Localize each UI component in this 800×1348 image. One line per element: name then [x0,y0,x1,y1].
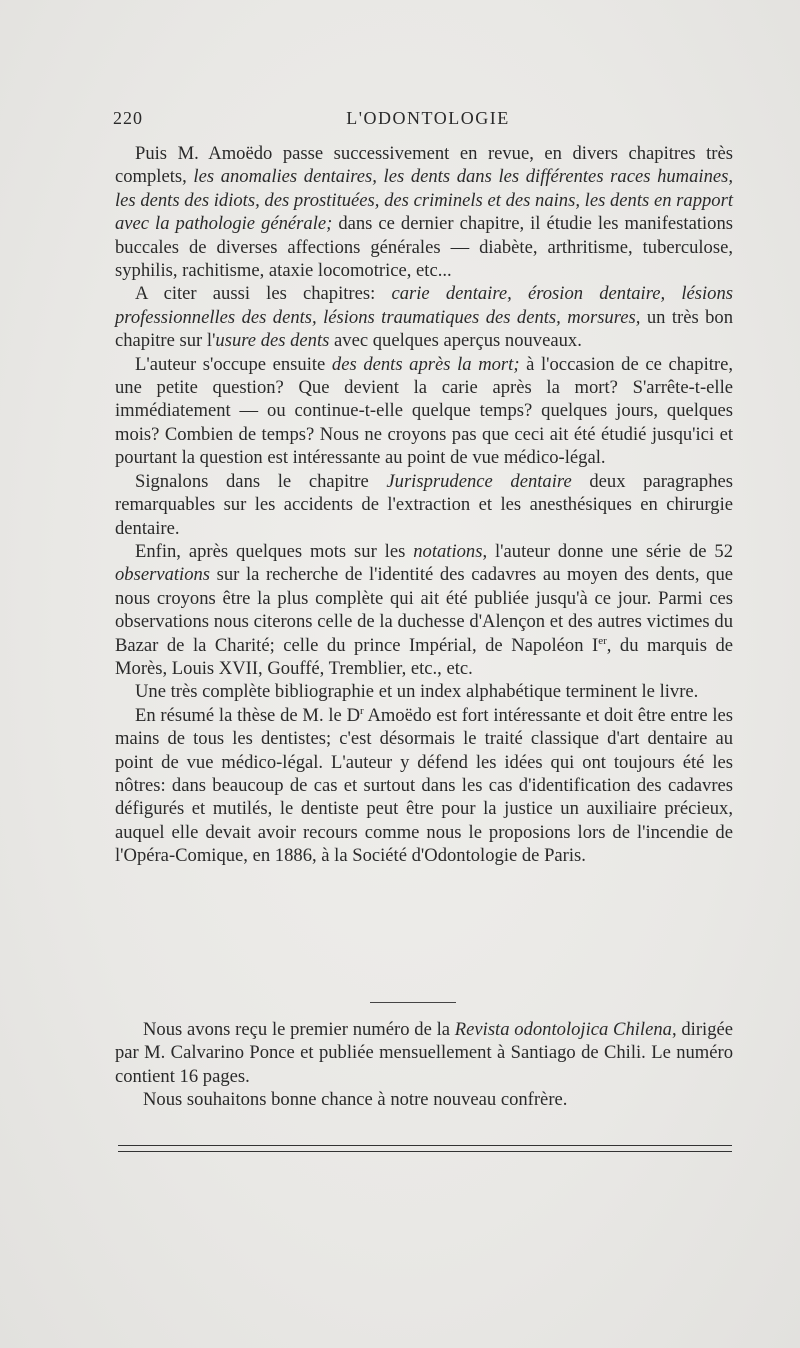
italic-text: usure des dents [215,330,330,352]
text: avec quelques aperçus nouveaux. [329,330,582,352]
italic-text: carie dentaire, érosion dentaire, lésions professionnelles des dents, lésions traumatiques des dents, morsures, [115,283,733,328]
end-rule [118,1145,732,1152]
page-number: 220 [113,108,143,128]
italic-text: observations [115,564,211,586]
text: A citer aussi les chapitres: [135,283,392,305]
section-divider [370,1002,456,1003]
notice-paragraph-1 [115,1018,733,1088]
notice-body [115,1018,733,1112]
text: deux paragraphes remarquables sur les accidents de l'extraction et les anesthésiques en chirurgie dentaire. [115,470,733,539]
paragraph-1 [115,142,733,282]
paragraph-6: Une très complète bibliographie et un index alphabétique terminent le livre. [135,681,699,703]
journal-title: L'ODONTOLOGIE [346,108,510,128]
italic-text: Jurisprudence dentaire [386,470,572,492]
italic-text: des dents après la mort; [331,353,520,375]
article-body [115,142,733,868]
italic-text: Revista odontolojica Chilena [454,1019,672,1040]
italic-text: notations [413,540,483,562]
text: à l'occasion de ce chapitre, une petite question? Que devient la carie après la mort? S'arrête-t-elle immédiatement — ou continue-t-elle quelque temps? quelques jours, quelques mois? Combien de temps? Nous ne croyons pas que ceci ait été étudié jusqu'ici et pourtant la question est intéressante au point de vue médico-légal. [115,353,733,469]
text: dans ce dernier chapitre, il étudie les manifestations buccales de diverses affections générales — diabète, arthritisme, tuberculose, syphilis, rachitisme, ataxie locomotrice, etc... [115,213,733,282]
text: Signalons dans le chapitre [135,470,387,492]
superscript: r [360,704,364,717]
paragraph-3 [115,353,733,470]
paragraph-2 [115,282,733,352]
paragraph-7 [115,704,733,868]
text: , du marquis de Morès, Louis XVII, Gouffé, Tremblier, etc., etc. [115,634,734,679]
superscript: er [598,634,607,647]
italic-text: les anomalies dentaires, les dents dans les différentes races humaines, les dents des idiots, des prostituées, des criminels et des nains, les dents en rapport avec la pathologie générale; [115,166,733,235]
text: Enfin, après quelques mots sur les [135,540,414,562]
notice-paragraph-2: Nous souhaitons bonne chance à notre nouveau confrère. [143,1089,568,1111]
text: L'auteur s'occupe ensuite [135,353,332,375]
text: En résumé la thèse de M. le D [135,704,361,726]
text: Amoëdo est fort intéressante et doit être entre les mains de tous les dentistes; c'est désormais le traité classique d'art dentaire au point de vue médico-légal. L'auteur y défend les idées qui ont toujours été les nôtres: dans beaucoup de cas et surtout dans les cas d'identification des cadavres défigurés et mutilés, le dentiste peut être pour la justice un auxiliaire précieux, auquel elle devait avoir recours comme nous le proposions lors de l'incendie de l'Opéra-Comique, en 1886, à la Société d'Odontologie de Paris. [115,704,733,867]
paragraph-4 [115,470,733,540]
text: Nous avons reçu le premier numéro de la [143,1019,455,1040]
text: , dirigée par M. Calvarino Ponce et publiée mensuellement à Santiago de Chili. Le numéro contient 16 pages. [115,1019,733,1087]
running-head [113,108,733,132]
paragraph-5 [115,540,733,680]
text: Puis M. Amoëdo passe successivement en revue, en divers chapitres très complets, [115,143,733,188]
text: , l'auteur donne une série de 52 [482,540,734,562]
text: un très bon chapitre sur l' [115,306,734,352]
text: sur la recherche de l'identité des cadavres au moyen des dents, que nous croyons être la plus complète qui ait été publiée jusqu'à ce jour. Parmi ces observations nous citerons celle de la duchesse d'Alençon et des autres victimes du Bazar de la Charité; celle du prince Impérial, de Napoléon I [115,564,733,656]
